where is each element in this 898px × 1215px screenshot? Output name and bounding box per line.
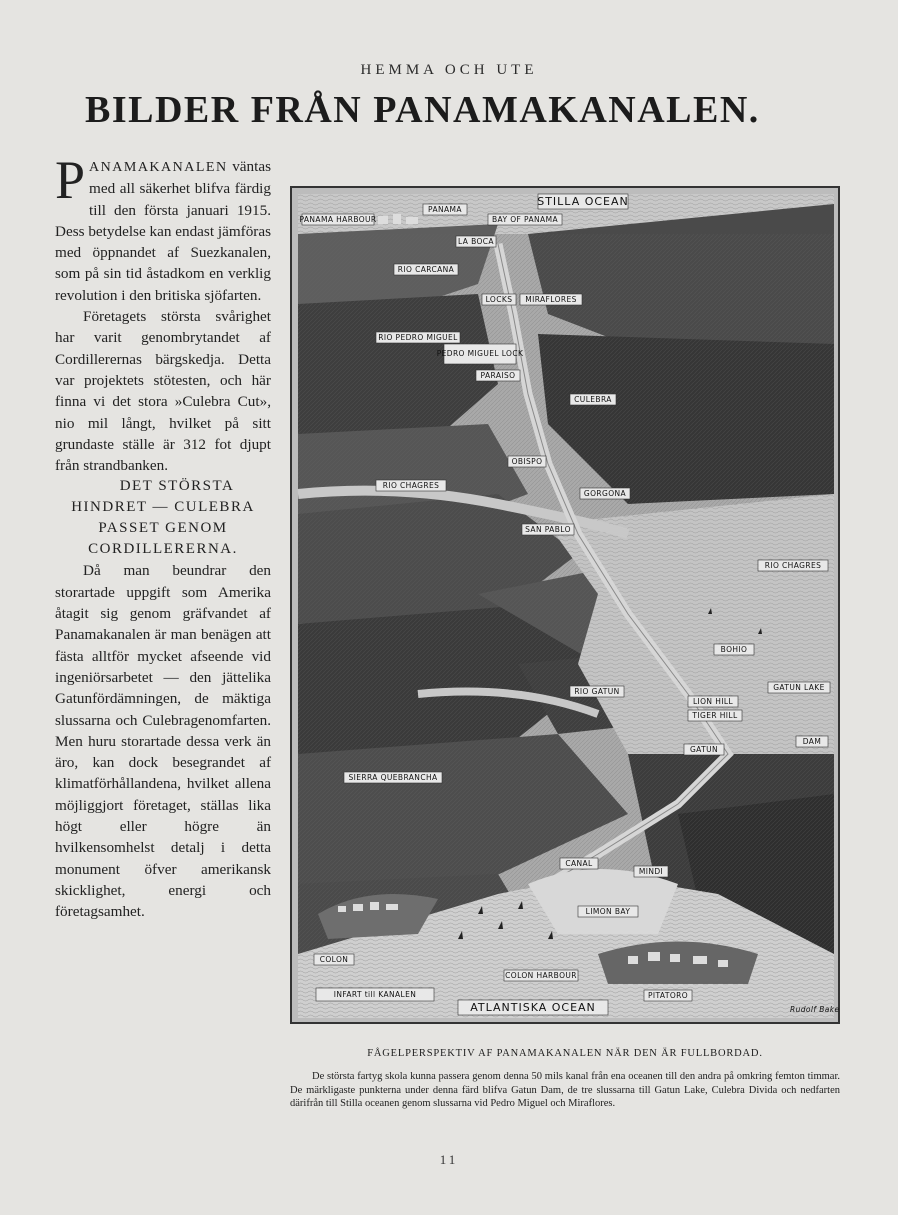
birdseye-map: [298, 194, 840, 1018]
colon-harbour-town: [598, 942, 758, 985]
label-tiger-hill: TIGER HILL: [692, 711, 738, 720]
label-panama-harbour: PANAMA HARBOUR: [299, 215, 377, 224]
label-rio-gatun: RIO GATUN: [574, 687, 620, 696]
label-pitatoro: PITATORO: [647, 991, 689, 1000]
paragraph-1-text: väntas med all säkerhet blifva färdig till den första januari 1915. Dess betydelse kan endast jämföras med öppnandet af Suezkanalen, som på sin tid åstadkom en verklig revolution i den britiska sjöfarten.: [55, 158, 271, 304]
svg-text:ATLANTISKA OCEAN: ATLANTISKA OCEAN: [470, 1001, 596, 1014]
label-atlantiska-ocean: [458, 1000, 608, 1015]
label-rio-chagres-upper: RIO CHAGRES: [382, 481, 440, 490]
section-heading: DET STÖRSTA HINDRET — CULEBRA PASSET GENOM CORDILLERERNA.: [71, 478, 255, 558]
figure-caption-title: FÅGELPERSPEKTIV AF PANAMAKANALEN NÄR DEN ÄR FULLBORDAD.: [367, 1048, 763, 1059]
svg-text:STILLA OCEAN: STILLA OCEAN: [537, 195, 629, 208]
artist-signature: Rudolf Bake: [790, 1005, 840, 1014]
label-canal: CANAL: [565, 859, 593, 868]
label-stilla-ocean: [537, 194, 629, 209]
label-gorgona: GORGONA: [583, 489, 627, 498]
page-number: 11: [439, 1152, 459, 1167]
label-colon-harbour: COLON HARBOUR: [505, 971, 577, 980]
label-mindi: MINDI: [638, 867, 664, 876]
label-obispo: OBISPO: [511, 457, 543, 466]
page-title: BILDER FRÅN PANAMAKANALEN.: [85, 89, 760, 131]
label-panama: PANAMA: [428, 205, 462, 214]
article-paragraph-2: Företagets största svårighet har varit genombrytandet af Cordillerernas bärgskedja. Detta var projektets stötesten, och här finna vi det stora »Culebra Cut», nio mil långt, hvilket på sitt grundaste ställe är 312 fot djupt från strandbanken.: [55, 308, 271, 475]
label-san-pablo: SAN PABLO: [525, 525, 571, 534]
label-sierra-quebrancha: SIERRA QUEBRANCHA: [348, 773, 438, 782]
article-paragraph-3: Då man beundrar den storartade uppgift som Amerika åtagit sig genom gräfvandet af Panamakanalen är man benägen att fästa alltför mycket afseende vid ingeniörsarbetet — den jättelika Gatunfördämningen, de mäktiga slussarna och Culebragenomfarten. Men huru storartade dessa verk än äro, kan dock besegrandet af klimatförhållandena, hvilket allena möjliggjort företaget, ställas lika högt eller högre än hvilkensomhelst detalj i detta monument öfver amerikansk skicklighet, energi och företagsamhet.: [55, 562, 271, 921]
label-la-boca: LA BOCA: [458, 237, 494, 246]
label-colon: COLON: [319, 955, 349, 964]
label-bay-of-panama: BAY OF PANAMA: [492, 215, 558, 224]
figure-caption-body: De största fartyg skola kunna passera genom denna 50 mils kanal från ena oceanen till den andra på omkring femton timmar. De märkligaste punkterna under denna färd blifva Gatun Dam, de tre slussarna till Gatun Lake, Culebra Divida och nedfarten därifrån till Stilla oceanen genom slussarna vid Pedro Miguel och Miraflores.: [290, 1071, 840, 1109]
label-infart-kanalen: INFART till KANALEN: [333, 990, 417, 999]
label-rio-pedro-miguel: RIO PEDRO MIGUEL: [378, 333, 458, 342]
label-pedro-miguel-lock: PEDRO MIGUEL LOCK: [436, 349, 524, 358]
drop-cap: P: [55, 150, 86, 210]
label-culebra: CULEBRA: [574, 395, 612, 404]
label-gatun: GATUN: [689, 745, 719, 754]
label-gatun-lake: GATUN LAKE: [773, 683, 825, 692]
label-rio-carcana: RIO CARCANA: [397, 265, 455, 274]
label-paraiso: PARAISO: [480, 371, 516, 380]
label-bohio: BOHIO: [720, 645, 748, 654]
article-paragraph-1: [55, 150, 271, 306]
running-head: HEMMA OCH UTE: [360, 62, 538, 78]
label-lion-hill: LION HILL: [692, 697, 734, 706]
label-locks: LOCKS: [485, 295, 513, 304]
lead-smallcaps: ANAMAKANALEN: [89, 160, 228, 175]
canal-illustration: [290, 186, 840, 1024]
label-dam: DAM: [802, 737, 822, 746]
label-miraflores: MIRAFLORES: [525, 295, 577, 304]
label-limon-bay: LIMON BAY: [585, 907, 631, 916]
label-rio-chagres-right: RIO CHAGRES: [764, 561, 822, 570]
article-column: [55, 150, 271, 923]
